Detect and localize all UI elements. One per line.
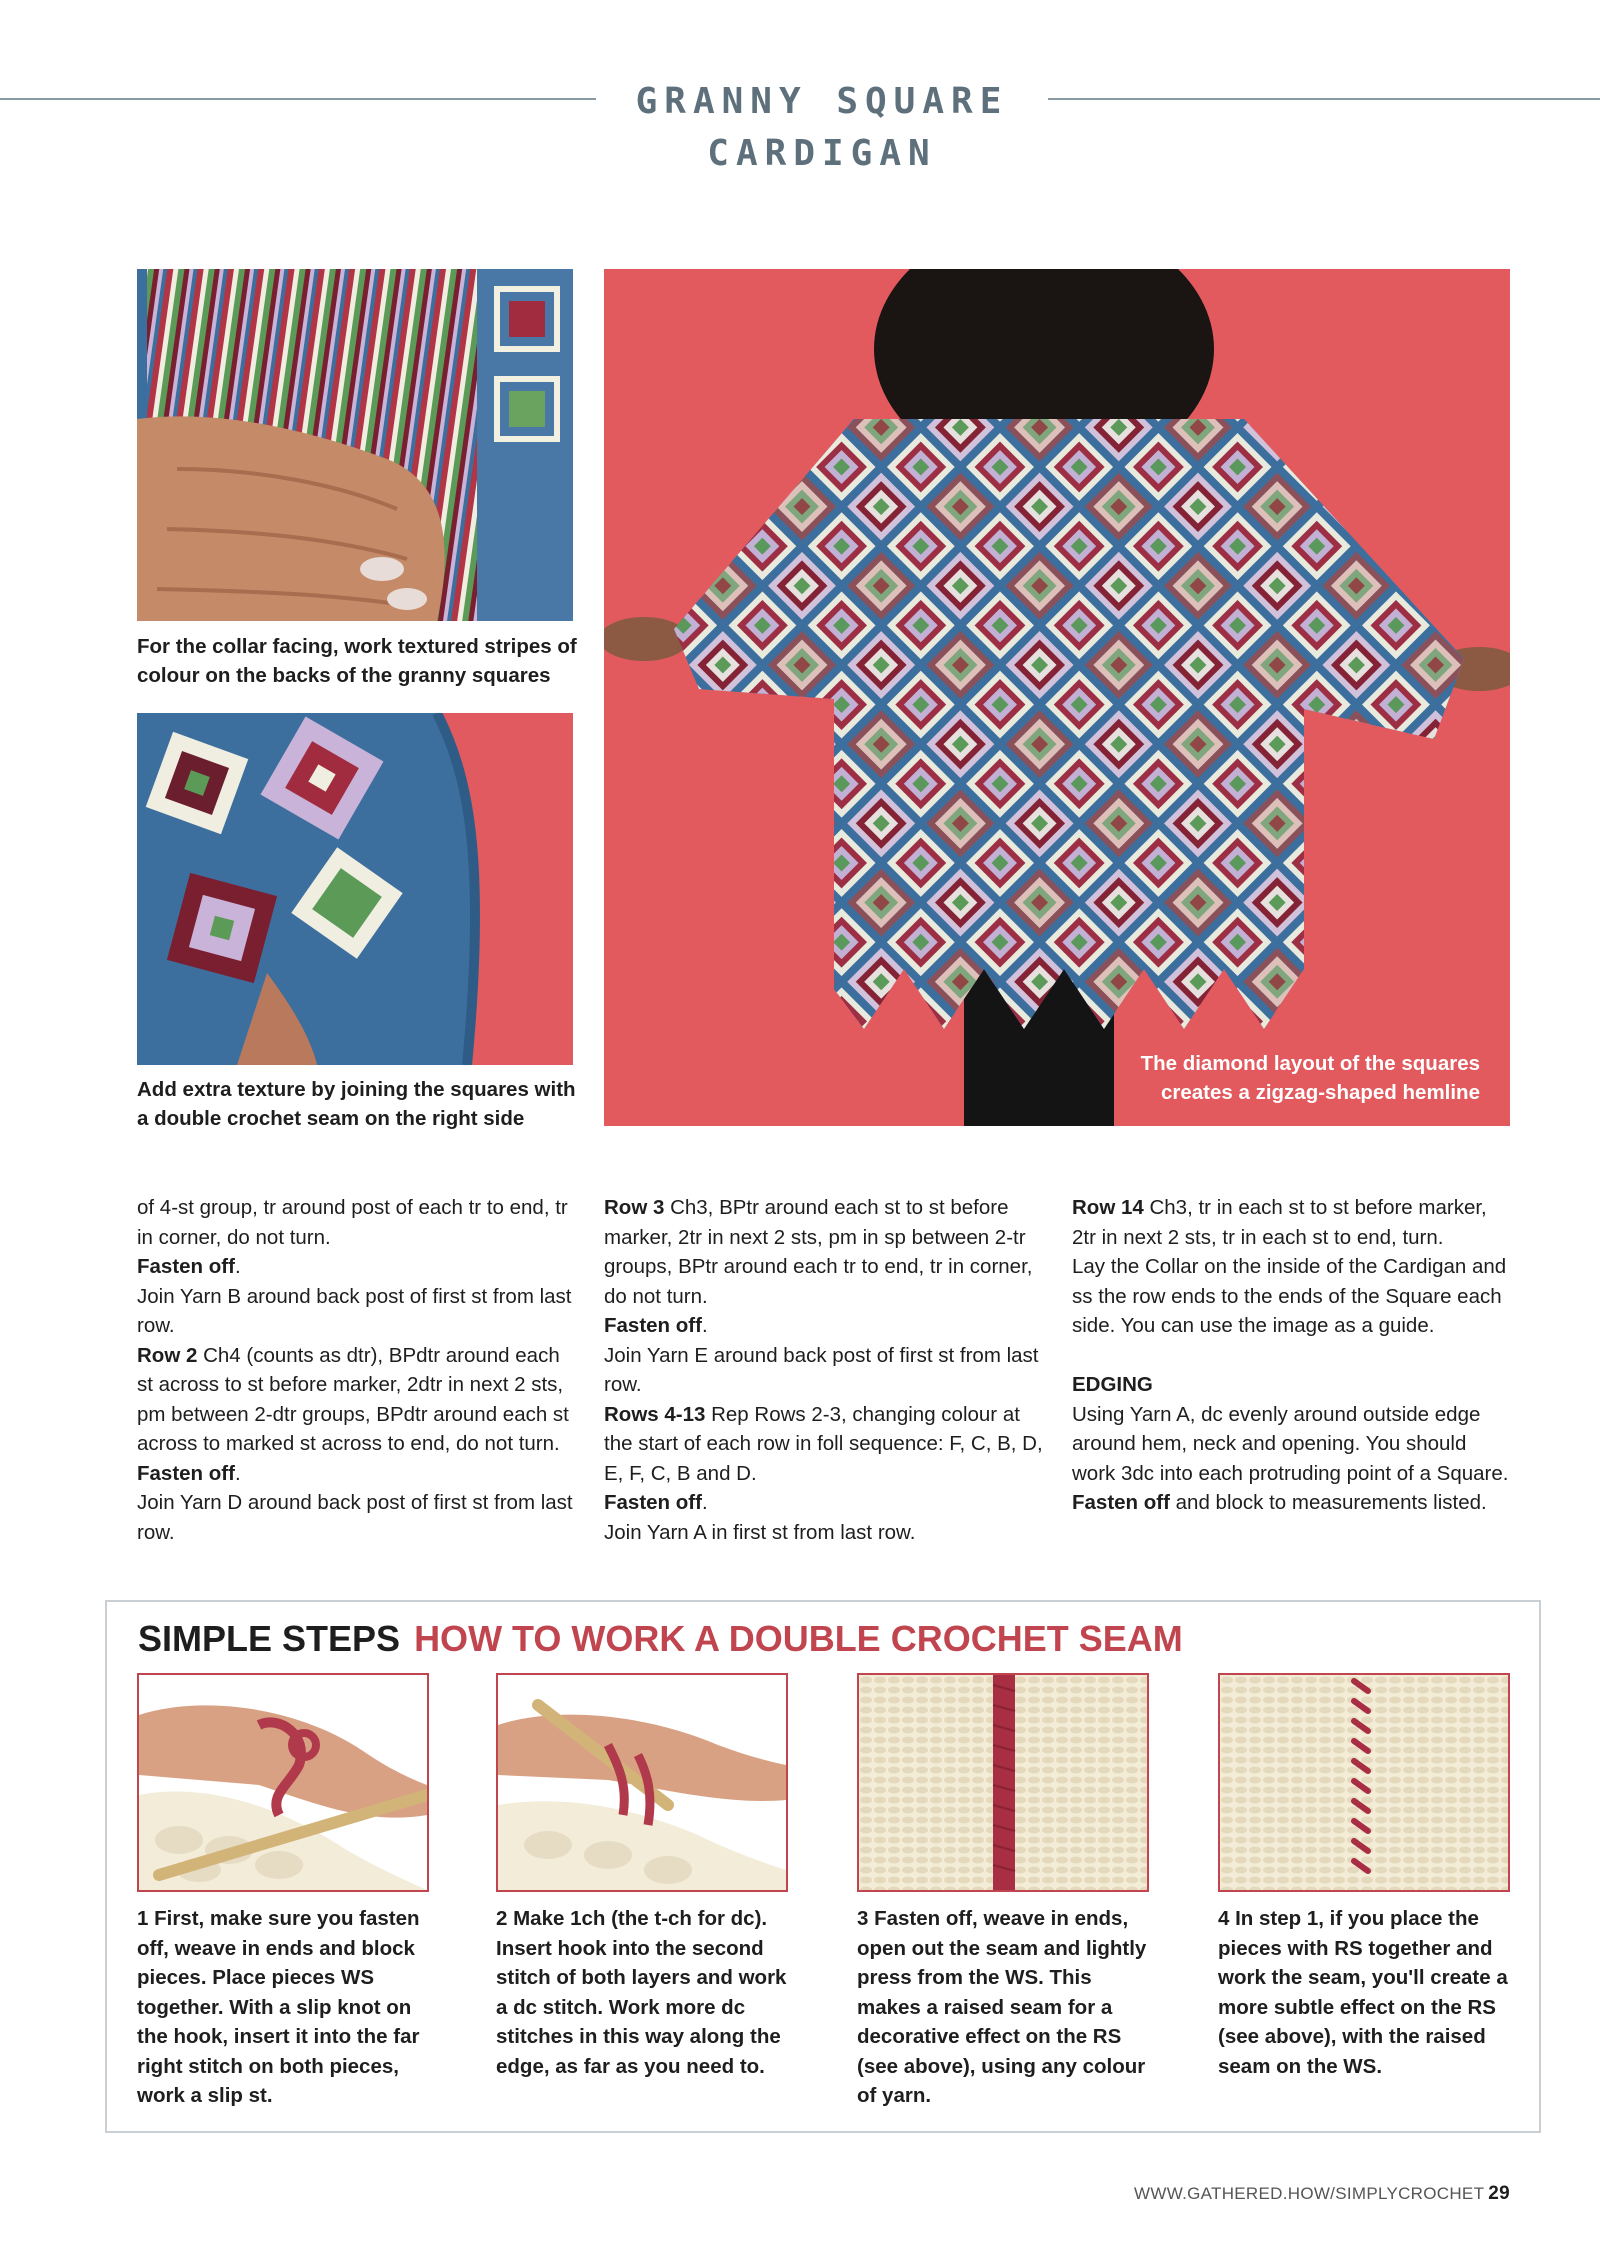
col1-fasten-off-2	[137, 1459, 577, 1489]
col2-row-3	[604, 1193, 1044, 1311]
text-column-2	[604, 1193, 1044, 1547]
fasten-off-label: Fasten off	[137, 1255, 235, 1278]
col3-paragraph-2: Using Yarn A, dc evenly around outside edge around hem, neck and opening. You should work 3dc into each protruding point of a Square.	[1072, 1402, 1509, 1485]
col3-row-14	[1072, 1193, 1512, 1252]
collar-facing-caption: For the collar facing, work textured stripes of colour on the backs of the granny squares	[137, 635, 577, 687]
col3-fasten-off	[1072, 1488, 1512, 1518]
step-instructions: First, make sure you fasten off, weave in ends and block pieces. Place pieces WS together. With a slip knot on the hook, insert it into the far right stitch on both pieces, work a slip st.	[137, 1907, 420, 2107]
row-label: Row 2	[137, 1343, 198, 1367]
text-column-3	[1072, 1193, 1512, 1518]
step-number: 4	[1218, 1907, 1230, 1930]
footer-url: WWW.GATHERED.HOW/SIMPLYCROCHET	[1134, 2184, 1485, 2203]
step-3-text	[857, 1904, 1149, 2111]
col2-rows-4-13	[604, 1400, 1044, 1489]
header-rule-right	[1048, 98, 1600, 100]
step-number: 3	[857, 1907, 869, 1930]
period: .	[701, 1491, 708, 1514]
step-4-text	[1218, 1904, 1510, 2081]
col1-fasten-off-1	[137, 1252, 577, 1282]
col1-paragraph-1: of 4-st group, tr around post of each tr to end, tr in corner, do not turn.	[137, 1196, 568, 1249]
col2-paragraph-2: Join Yarn A in first st from last row.	[604, 1520, 916, 1544]
fasten-off-text: and block to measurements listed.	[1169, 1491, 1487, 1514]
step-number: 1	[137, 1907, 149, 1930]
edging-heading	[1072, 1370, 1512, 1400]
step-1-text	[137, 1904, 429, 2111]
row-label: Rows 4-13	[604, 1402, 706, 1426]
row-label: Row 14	[1072, 1196, 1144, 1219]
row-text: Ch3, tr in each st to st before marker, 2tr in next 2 sts, tr in each st to end, turn.	[1072, 1196, 1487, 1249]
page-title: GRANNY SQUARE CARDIGAN	[635, 81, 1009, 174]
step-3-photo	[857, 1673, 1149, 1892]
step-instructions: In step 1, if you place the pieces with RS together and work the seam, you'll create a more subtle effect on the RS (see above), with the raised seam on the WS.	[1218, 1907, 1508, 2078]
row-text: Ch4 (counts as dtr), BPdtr around each st across to st before marker, 2dtr in next 2 sts, pm between 2-dtr groups, BPdtr around each st across to marked st across to end, do not turn.	[137, 1343, 569, 1455]
page-footer	[1134, 2183, 1510, 2205]
simple-steps-heading: HOW TO WORK A DOUBLE CROCHET SEAM	[414, 1618, 1183, 1659]
step-1-photo	[137, 1673, 429, 1892]
simple-steps-label: SIMPLE STEPS	[138, 1618, 401, 1659]
step-instructions: Make 1ch (the t-ch for dc). Insert hook into the second stitch of both layers and work a dc stitch. Work more dc stitches in this way along the edge, as far as you need to.	[496, 1907, 787, 2078]
main-caption-line2: creates a zigzag-shaped hemline	[1160, 1081, 1480, 1104]
row-text: Ch3, BPtr around each st to st before marker, 2tr in next 2 sts, pm in sp between 2-tr groups, BPtr around each tr to end, tr in corner, do not turn.	[604, 1196, 1033, 1308]
texture-seam-caption: Add extra texture by joining the squares with a double crochet seam on the right side	[137, 1078, 576, 1130]
col1-row-2	[137, 1341, 577, 1459]
period: .	[234, 1255, 241, 1278]
step-2-text	[496, 1904, 788, 2081]
fasten-off-label: Fasten off	[604, 1314, 702, 1337]
main-photo-caption	[1080, 1049, 1480, 1107]
row-label: Row 3	[604, 1196, 665, 1219]
text-column-1	[137, 1193, 577, 1547]
collar-facing-photo	[137, 269, 573, 621]
period: .	[234, 1461, 241, 1485]
col1-paragraph-2: Join Yarn B around back post of first st from last row.	[137, 1284, 572, 1337]
section-heading: EDGING	[1072, 1373, 1153, 1396]
step-2-photo	[496, 1673, 788, 1892]
main-caption-line1: The diamond layout of the squares	[1140, 1052, 1480, 1075]
col2-fasten-off-2	[604, 1488, 1044, 1518]
texture-seam-photo	[137, 713, 573, 1065]
fasten-off-label: Fasten off	[604, 1491, 702, 1514]
step-number: 2	[496, 1907, 508, 1930]
row-text: Rep Rows 2-3, changing colour at the start of each row in foll sequence: F, C, B, D, E, F, C, B and D.	[604, 1402, 1043, 1485]
fasten-off-label: Fasten off	[137, 1461, 235, 1485]
col1-paragraph-3: Join Yarn D around back post of first st from last row.	[137, 1491, 573, 1544]
cardigan-main-photo	[604, 269, 1510, 1126]
header-rule-left	[0, 98, 596, 100]
page-number: 29	[1488, 2183, 1510, 2204]
simple-steps-title	[138, 1614, 1183, 1664]
col2-fasten-off-1	[604, 1311, 1044, 1341]
col3-paragraph-1: Lay the Collar on the inside of the Cardigan and ss the row ends to the ends of the Square each side. You can use the image as a guide.	[1072, 1255, 1507, 1337]
step-4-photo	[1218, 1673, 1510, 1892]
col2-paragraph-1: Join Yarn E around back post of first st from last row.	[604, 1343, 1039, 1396]
step-instructions: Fasten off, weave in ends, open out the seam and lightly press from the WS. This makes a raised seam for a decorative effect on the RS (see above), using any colour of yarn.	[857, 1907, 1147, 2107]
period: .	[701, 1314, 708, 1337]
fasten-off-label: Fasten off	[1072, 1491, 1170, 1514]
